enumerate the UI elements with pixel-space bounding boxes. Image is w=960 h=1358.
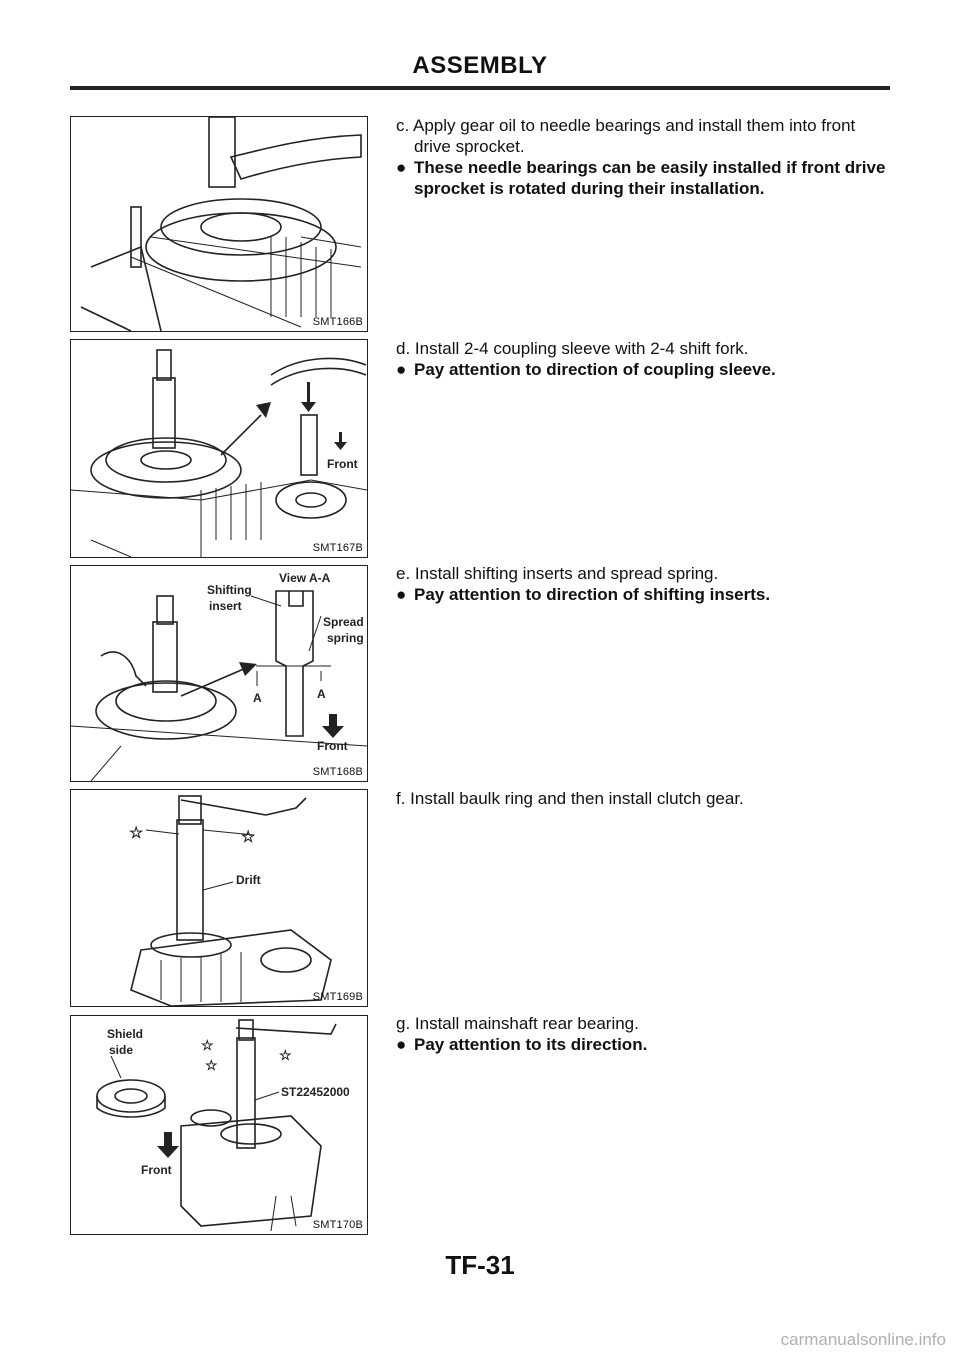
bullet-icon: ●: [396, 360, 407, 379]
step-note: [396, 1034, 890, 1055]
figure-id-label: SMT167B: [312, 542, 363, 554]
step-c: [396, 115, 890, 199]
view-label: View A-A: [279, 571, 331, 585]
figure-smt169b: [70, 789, 368, 1007]
step-instruction: g. Install mainshaft rear bearing.: [396, 1014, 639, 1033]
step-note-text: These needle bearings can be easily installed if front drive sprocket is rotated during their installation.: [414, 158, 886, 198]
step-note: [396, 584, 890, 605]
tool-number-label: ST22452000: [281, 1085, 350, 1099]
front-label: Front: [317, 739, 348, 753]
shifting-insert-label-1: Shifting: [207, 583, 252, 597]
shield-side-label-1: Shield: [107, 1027, 144, 1041]
step-instruction: d. Install 2-4 coupling sleeve with 2-4 shift fork.: [396, 339, 749, 358]
spread-spring-label-2: spring: [327, 631, 364, 645]
bullet-icon: ●: [396, 1035, 407, 1054]
figure-smt170b: [70, 1015, 368, 1235]
section-a-right-label: A: [317, 687, 326, 701]
section-a-left-label: A: [253, 691, 262, 705]
figure-smt166b: [70, 116, 368, 332]
strike-star-left-icon: ☆: [129, 825, 144, 842]
shield-side-label-2: side: [109, 1043, 134, 1057]
front-label: Front: [327, 457, 358, 471]
rear-bearing-installation-illustration: [71, 1016, 367, 1234]
figure-id-label: SMT170B: [312, 1219, 363, 1231]
strike-star-right-icon: ☆: [279, 1047, 292, 1063]
page-number: TF-31: [445, 1250, 515, 1280]
figure-smt167b: [70, 339, 368, 558]
step-instruction: c. Apply gear oil to needle bearings and install them into front drive sprocket.: [396, 116, 856, 156]
bullet-icon: ●: [396, 585, 407, 604]
step-f: [396, 788, 890, 809]
step-e: [396, 563, 890, 605]
step-note-text: Pay attention to direction of shifting inserts.: [414, 585, 771, 604]
header-divider: [70, 86, 890, 90]
bullet-icon: ●: [396, 158, 407, 177]
step-note-text: Pay attention to direction of coupling sleeve.: [414, 360, 776, 379]
drift-label: Drift: [236, 873, 261, 887]
step-instruction: e. Install shifting inserts and spread spring.: [396, 564, 719, 583]
step-instruction: f. Install baulk ring and then install clutch gear.: [396, 789, 744, 808]
front-label: Front: [141, 1163, 172, 1177]
spread-spring-label-1: Spread: [323, 615, 364, 629]
coupling-sleeve-illustration: [71, 340, 367, 557]
step-d: [396, 338, 890, 380]
strike-star-right-icon: ☆: [241, 829, 256, 846]
figure-id-label: SMT166B: [312, 316, 363, 328]
clutch-gear-drift-illustration: [71, 790, 367, 1006]
figure-id-label: SMT169B: [312, 991, 363, 1003]
strike-star-upper-icon: ☆: [201, 1037, 214, 1053]
shifting-insert-label-2: insert: [209, 599, 242, 613]
page-header-title: ASSEMBLY: [412, 52, 548, 79]
step-note: [396, 157, 890, 199]
shifting-insert-illustration: [71, 566, 367, 781]
figure-id-label: SMT168B: [312, 766, 363, 778]
strike-star-lower-icon: ☆: [205, 1057, 218, 1073]
step-note-text: Pay attention to its direction.: [414, 1035, 648, 1054]
step-g: [396, 1013, 890, 1055]
needle-bearing-installation-illustration: [71, 117, 367, 331]
figure-smt168b: [70, 565, 368, 782]
watermark-link[interactable]: carmanualsonline.info: [780, 1330, 946, 1349]
step-note: [396, 359, 890, 380]
